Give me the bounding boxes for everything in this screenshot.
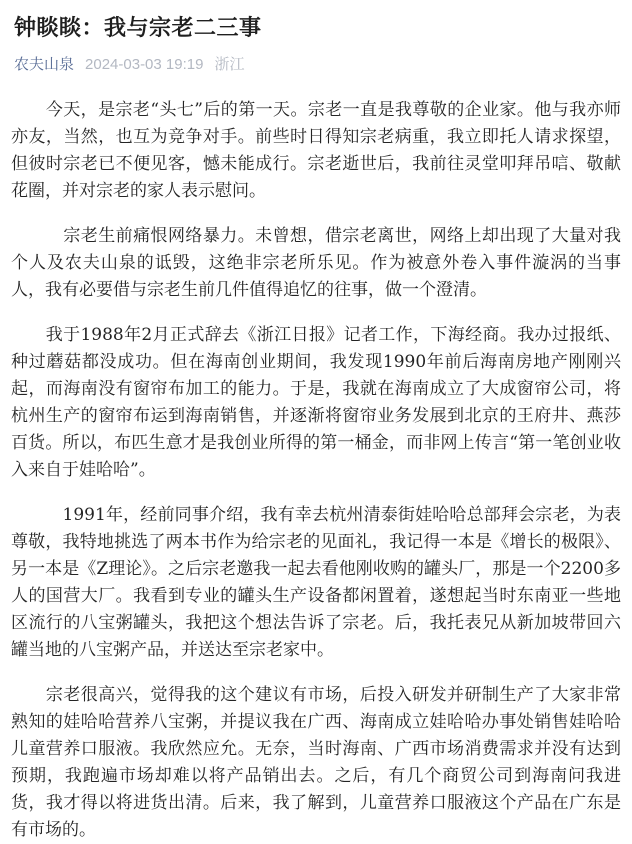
article-header [0,0,632,75]
publish-time: 2024-03-03 19:19 [85,56,204,73]
page-title: 钟睒睒：我与宗老二三事 [14,15,262,40]
publish-location: 浙江 [214,56,245,73]
account-name-link[interactable]: 农夫山泉 [14,56,75,73]
article-paragraph: 1991年，经前同事介绍，我有幸去杭州清泰街娃哈哈总部拜会宗老，为表尊敬，我特地挑选了两本书作为给宗老的见面礼，我记得一本是《增长的极限》、另一本是《Z理论》。之后宗老邀我一起去看他刚收购的罐头厂，那是一个2200多人的国营大厂。我看到专业的罐头生产设备都闲置着，遂想起当时东南亚一些地区流行的八宝粥罐头，我把这个想法告诉了宗老。后，我托表兄从新加坡带回六罐当地的八宝粥产品，并送达至宗老家中。 [11,505,621,660]
article-paragraph: 今天，是宗老“头七”后的第一天。宗老一直是我尊敬的企业家。他与我亦师亦友，当然，也互为竞争对手。前些时日得知宗老病重，我立即托人请求探望，但彼时宗老已不便见客，憾未能成行。宗老逝世后，我前往灵堂叩拜吊唁、敬献花圈，并对宗老的家人表示慰问。 [11,100,621,201]
byline [14,55,618,75]
article-paragraph: 我于1988年2月正式辞去《浙江日报》记者工作，下海经商。我办过报纸、种过蘑菇都没成功。但在海南创业期间，我发现1990年前后海南房地产刚刚兴起，而海南没有窗帘布加工的能力。于是，我就在海南成立了大成窗帘公司，将杭州生产的窗帘布运到海南销售，并逐渐将窗帘业务发展到北京的王府井、燕莎百货。所以，布匹生意才是我创业所得的第一桶金，而非网上传言“第一笔创业收入来自于娃哈哈”。 [11,325,621,480]
article-paragraph: 宗老很高兴，觉得我的这个建议有市场，后投入研发并研制生产了大家非常熟知的娃哈哈营养八宝粥，并提议我在广西、海南成立娃哈哈办事处销售娃哈哈儿童营养口服液。我欣然应允。无奈，当时海南、广西市场消费需求并没有达到预期，我跑遍市场却难以将产品销出去。之后，有几个商贸公司到海南问我进货，我才得以将进货出清。后来，我了解到，儿童营养口服液这个产品在广东是有市场的。 [11,685,621,840]
article-body [0,75,632,844]
article-paragraph: 宗老生前痛恨网络暴力。未曾想，借宗老离世，网络上却出现了大量对我个人及农夫山泉的诋毁，这绝非宗老所乐见。作为被意外卷入事件漩涡的当事人，我有必要借与宗老生前几件值得追忆的往事，做一个澄清。 [11,226,621,300]
